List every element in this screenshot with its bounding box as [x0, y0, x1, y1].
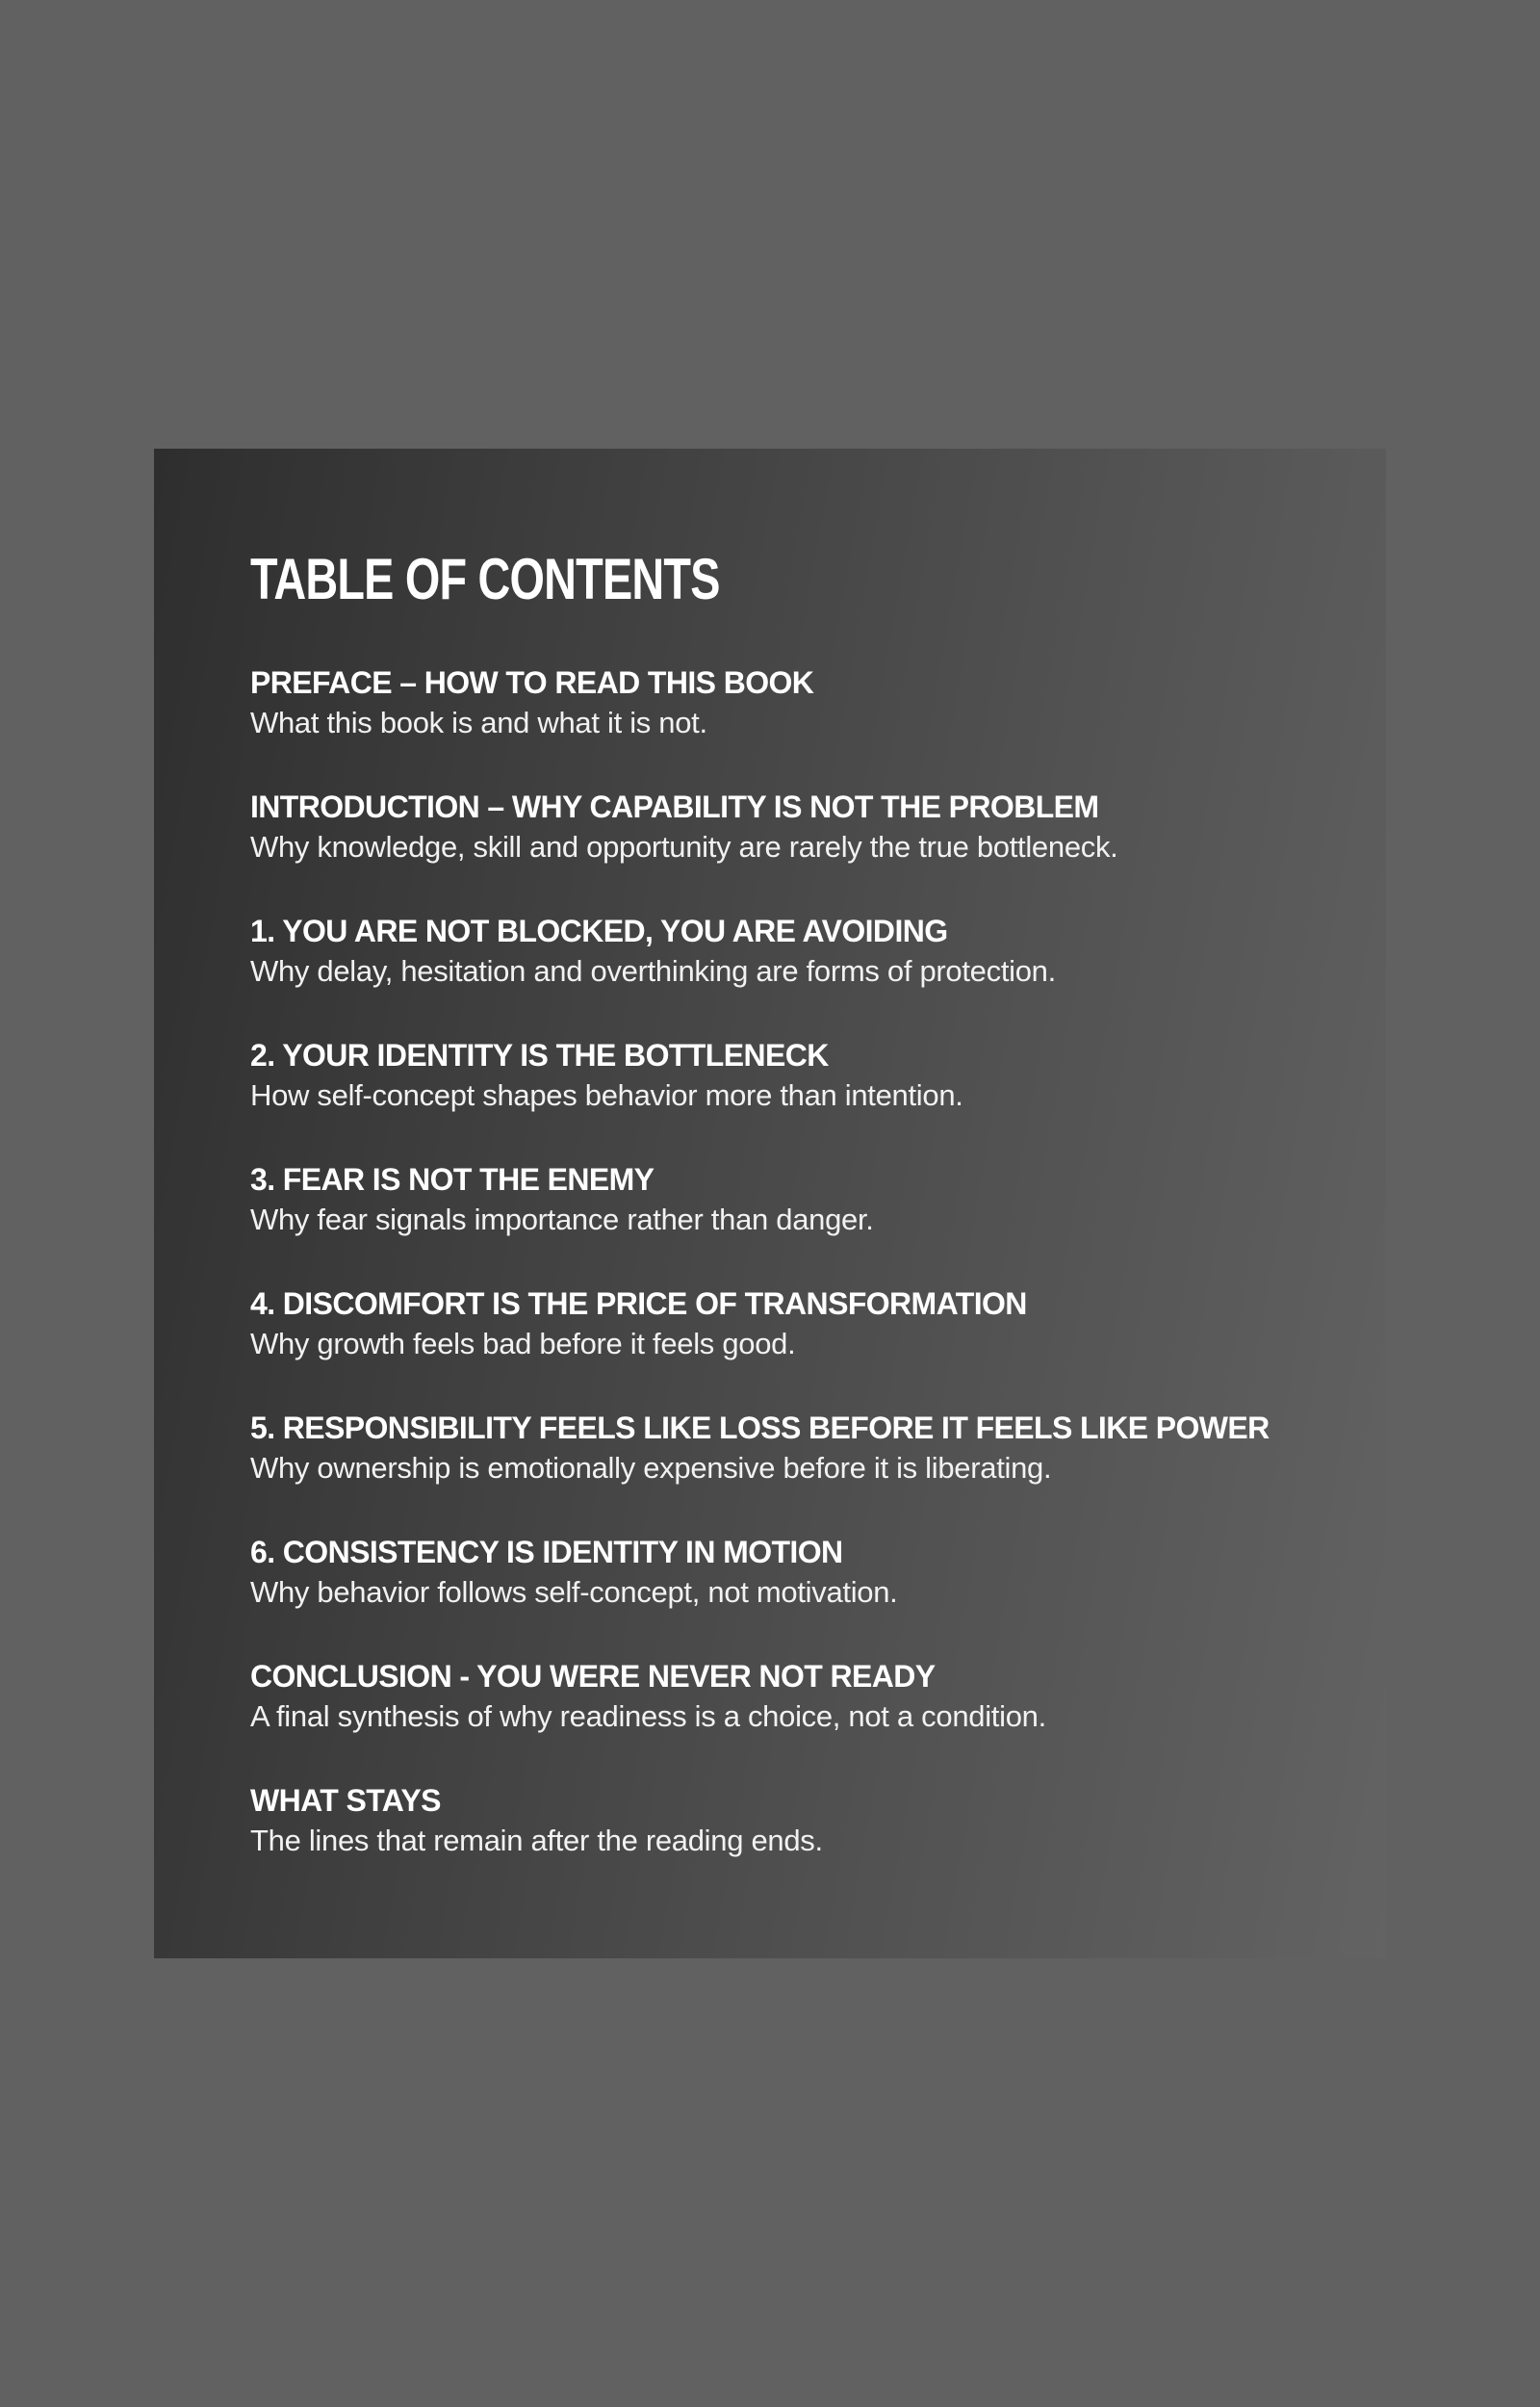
toc-entry-chapter-6 — [250, 1532, 1386, 1656]
toc-entry-heading: 6. CONSISTENCY IS IDENTITY IN MOTION — [250, 1535, 843, 1569]
toc-entry-chapter-4 — [250, 1283, 1386, 1408]
toc-entry-description: How self-concept shapes behavior more than intention. — [250, 1078, 963, 1112]
toc-entry-description: Why delay, hesitation and overthinking are forms of protection. — [250, 954, 1056, 988]
toc-entry-description: Why growth feels bad before it feels good. — [250, 1327, 796, 1360]
toc-entry-heading: CONCLUSION - YOU WERE NEVER NOT READY — [250, 1659, 936, 1694]
toc-panel — [154, 449, 1386, 1958]
toc-entry-heading: WHAT STAYS — [250, 1783, 441, 1818]
toc-list — [250, 662, 1386, 1904]
toc-entry-heading: 5. RESPONSIBILITY FEELS LIKE LOSS BEFORE IT FEELS LIKE POWER — [250, 1411, 1270, 1445]
toc-entry-description: Why behavior follows self-concept, not motivation. — [250, 1575, 898, 1609]
toc-entry-heading: 3. FEAR IS NOT THE ENEMY — [250, 1162, 654, 1197]
toc-entry-heading: 1. YOU ARE NOT BLOCKED, YOU ARE AVOIDING — [250, 914, 948, 948]
toc-entry-conclusion — [250, 1656, 1386, 1780]
toc-entry-heading: 2. YOUR IDENTITY IS THE BOTTLENECK — [250, 1038, 829, 1073]
toc-entry-what-stays — [250, 1780, 1386, 1904]
toc-entry-description: What this book is and what it is not. — [250, 706, 707, 739]
toc-entry-description: Why ownership is emotionally expensive before it is liberating. — [250, 1451, 1052, 1485]
toc-entry-heading: PREFACE – HOW TO READ THIS BOOK — [250, 665, 814, 700]
toc-entry-chapter-1 — [250, 911, 1386, 1035]
toc-entry-introduction — [250, 787, 1386, 911]
toc-entry-chapter-2 — [250, 1035, 1386, 1159]
toc-entry-preface — [250, 662, 1386, 787]
toc-title: TABLE OF CONTENTS — [250, 547, 720, 611]
toc-entry-chapter-5 — [250, 1408, 1386, 1532]
toc-entry-description: Why fear signals importance rather than danger. — [250, 1203, 874, 1236]
toc-entry-heading: 4. DISCOMFORT IS THE PRICE OF TRANSFORMATION — [250, 1286, 1027, 1321]
toc-entry-description: A final synthesis of why readiness is a choice, not a condition. — [250, 1699, 1046, 1733]
toc-entry-description: The lines that remain after the reading ends. — [250, 1824, 823, 1857]
toc-entry-description: Why knowledge, skill and opportunity are rarely the true bottleneck. — [250, 830, 1118, 864]
toc-entry-heading: INTRODUCTION – WHY CAPABILITY IS NOT THE PROBLEM — [250, 789, 1099, 824]
toc-entry-chapter-3 — [250, 1159, 1386, 1283]
